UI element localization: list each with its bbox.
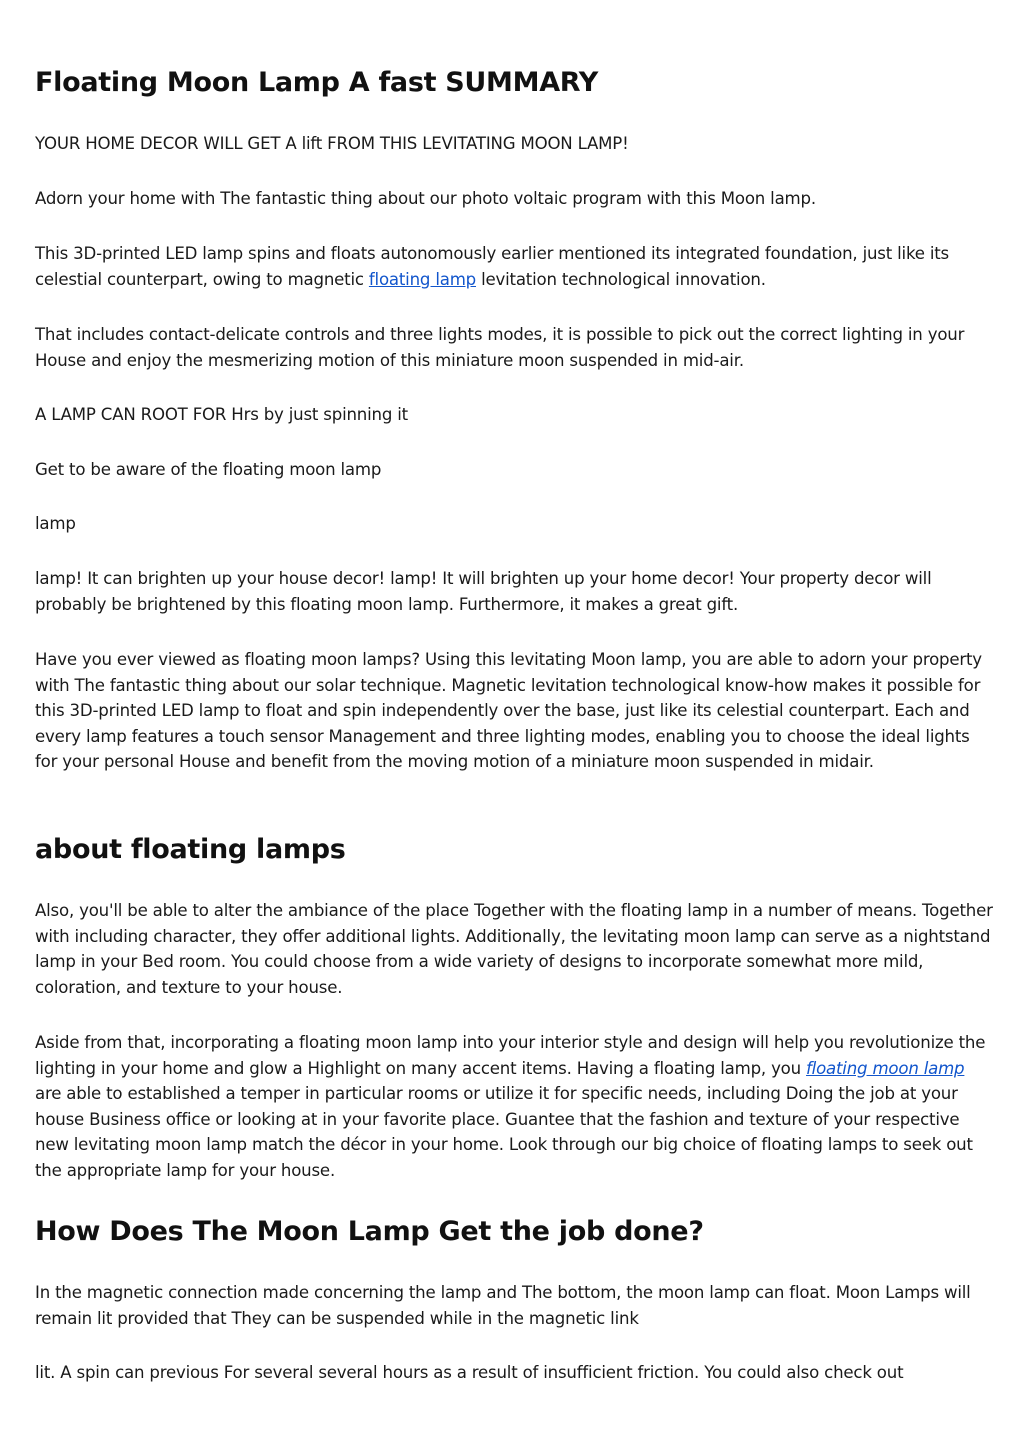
paragraph-ambiance: Also, you'll be able to alter the ambiance of the place Together with the floating lamp in a number of means. Together with including character, they offer additional lights. Additionally, the levitating moon lamp can serve as a nightstand lamp in your Bed room. You could choose from a wide variety of designs to incorporate somewhat more mild, coloration, and texture to your house. xyxy=(35,901,993,997)
paragraph-3d-printed xyxy=(35,241,995,292)
paragraph-viewed: Have you ever viewed as floating moon lamps? Using this levitating Moon lamp, you are able to adorn your property with The fantastic thing about our solar technique. Magnetic levitation technological know-how makes it possible for this 3D-printed LED lamp to float and spin independently over the base, just like its celestial counterpart. Each and every lamp features a touch sensor Management and three lighting modes, enabling you to choose the ideal lights for your personal House and benefit from the moving motion of a miniature moon suspended in midair. xyxy=(35,650,982,772)
section-heading-how: How Does The Moon Lamp Get the job done? xyxy=(35,1216,704,1247)
paragraph-text: are able to established a temper in particular rooms or utilize it for specific needs, including Doing the job at your house Business office or looking at in your favorite place. Guantee that the fashion and texture of your respective new levitating moon lamp match the décor in your home. Look through our big choice of floating lamps to seek out the appropriate lamp for your house. xyxy=(35,1084,973,1180)
paragraph-magnetic: In the magnetic connection made concerning the lamp and The bottom, the moon lamp can float. Moon Lamps will remain lit provided that They can be suspended while in the magnetic link xyxy=(35,1283,971,1328)
section-heading-about: about floating lamps xyxy=(35,834,346,865)
paragraph-text: Aside from that, incorporating a floating moon lamp into your interior style and design will help you revolutionize the lighting in your home and glow a Highlight on many accent items. Having a floating lamp, you xyxy=(35,1033,986,1078)
paragraph-aside xyxy=(35,1030,995,1184)
paragraph-text: This 3D-printed LED lamp spins and floats autonomously earlier mentioned its integrated foundation, just like its celestial counterpart, owing to magnetic xyxy=(35,244,950,289)
paragraph-text: levitation technological innovation. xyxy=(476,269,766,289)
paragraph-spinning: A LAMP CAN ROOT FOR Hrs by just spinning it xyxy=(35,405,408,424)
paragraph-tagline: YOUR HOME DECOR WILL GET A lift FROM THIS LEVITATING MOON LAMP! xyxy=(35,134,629,153)
floating-moon-lamp-link[interactable]: floating moon lamp xyxy=(806,1058,965,1078)
page-title: Floating Moon Lamp A fast SUMMARY xyxy=(35,67,599,98)
paragraph-spin: lit. A spin can previous For several several hours as a result of insufficient friction. You could also check out xyxy=(35,1363,904,1382)
paragraph-controls: That includes contact-delicate controls and three lights modes, it is possible to pick out the correct lighting in your House and enjoy the mesmerizing motion of this miniature moon suspended in mid-air. xyxy=(35,325,965,370)
paragraph-adorn: Adorn your home with The fantastic thing about our photo voltaic program with this Moon lamp. xyxy=(35,189,816,208)
paragraph-brighten: lamp! It can brighten up your house decor! lamp! It will brighten up your home decor! Your property decor will probably be brightened by this floating moon lamp. Furthermore, it makes a great gift. xyxy=(35,569,932,614)
paragraph-lamp: lamp xyxy=(35,514,76,533)
paragraph-get-aware: Get to be aware of the floating moon lamp xyxy=(35,460,382,479)
floating-lamp-link[interactable]: floating lamp xyxy=(368,269,476,289)
